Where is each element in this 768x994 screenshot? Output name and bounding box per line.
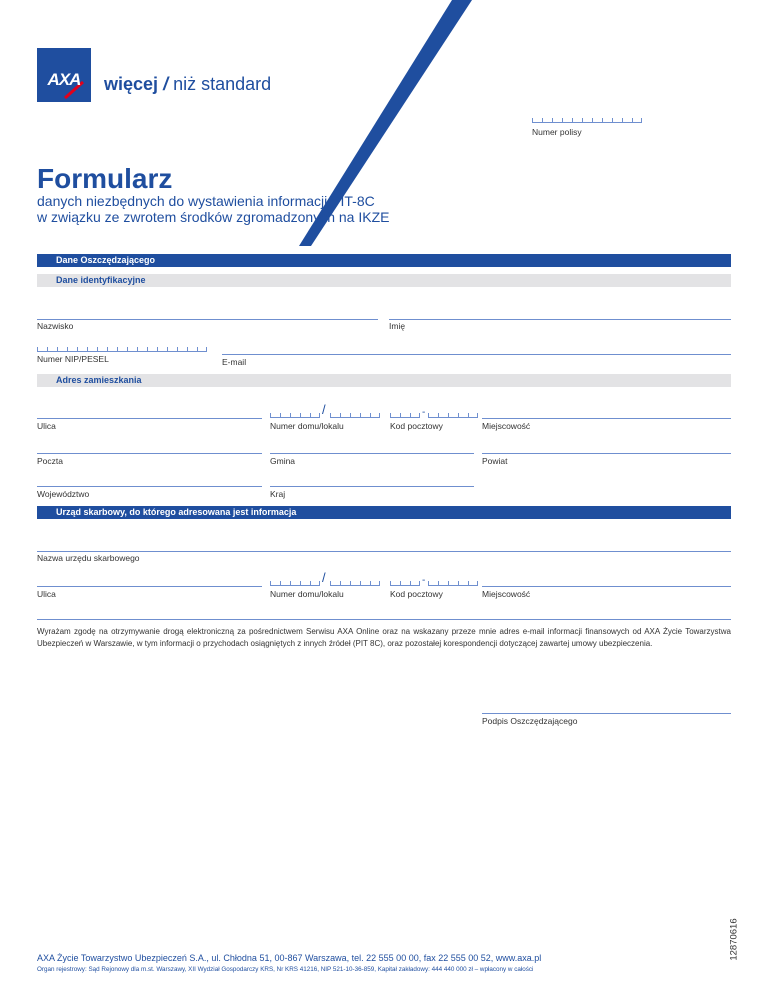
tax-office-name-label: Nazwa urzędu skarbowego [37,553,140,563]
logo-text: AXA [47,70,81,89]
tax-office-postal-code-dash: - [422,575,426,586]
tax-office-house-number-separator: / [322,570,326,585]
postal-code-part1-combs[interactable] [390,413,420,419]
footer-company: AXA Życie Towarzystwo Ubezpieczeń S.A., ul. Chłodna 51, 00-867 Warszawa, tel. 22 555 00 00, fax 22 555 00 52, www.axa.pl [37,953,542,963]
email-field[interactable] [222,354,731,355]
street-field[interactable] [37,418,262,419]
subtitle-line2: w związku ze zwrotem środków zgromadzonych na IKZE [37,209,390,225]
tax-office-city-label: Miejscowość [482,589,531,599]
tax-office-house-number-combs[interactable] [270,581,320,587]
axa-logo [37,48,91,102]
first-name-label: Imię [389,321,406,331]
tagline-regular: niż standard [173,74,272,94]
apartment-number-combs[interactable] [330,413,380,419]
tax-office-street-field[interactable] [37,586,262,587]
tagline-bold: więcej [104,74,159,94]
tax-office-city-field[interactable] [482,586,731,587]
surname-label: Nazwisko [37,321,74,331]
house-number-separator: / [322,402,326,417]
tax-office-street-label: Ulica [37,589,56,599]
district-field[interactable] [482,453,731,454]
city-label: Miejscowość [482,421,531,431]
voivodeship-label: Województwo [37,489,90,499]
country-label: Kraj [270,489,286,499]
tagline-slash: / [163,74,169,94]
footer-registry: Organ rejestrowy: Sąd Rejonowy dla m.st. Warszawy, XII Wydział Gospodarczy KRS, Nr KRS 41216, NIP 521-10-36-859, Kapitał zakładowy: 444 440 000 zł – wpłacony w całości [37,966,534,973]
commune-field[interactable] [270,453,474,454]
address-subheader: Adres zamieszkania [37,374,731,387]
first-name-field[interactable] [389,319,731,320]
tax-office-postal-code-part2-combs[interactable] [428,581,478,587]
email-label: E-mail [222,357,247,367]
street-label: Ulica [37,421,56,431]
country-field[interactable] [270,486,474,487]
voivodeship-field[interactable] [37,486,262,487]
subtitle-line1: danych niezbędnych do wystawienia informacji PIT-8C [37,193,375,209]
tax-office-house-number-label: Numer domu/lokalu [270,589,344,599]
tax-office-apartment-number-combs[interactable] [330,581,380,587]
section-saver-header: Dane Oszczędzającego [37,254,731,267]
tax-office-postal-code-part1-combs[interactable] [390,581,420,587]
commune-label: Gmina [270,456,296,466]
nip-pesel-combs[interactable] [37,347,207,353]
district-label: Powiat [482,456,508,466]
city-field[interactable] [482,418,731,419]
tax-office-header: Urząd skarbowy, do którego adresowana jest informacja [37,506,731,519]
tagline [104,74,271,95]
policy-number-label: Numer polisy [532,127,582,137]
surname-field[interactable] [37,319,378,320]
tax-office-name-field[interactable] [37,551,731,552]
post-office-field[interactable] [37,453,262,454]
postal-code-part2-combs[interactable] [428,413,478,419]
nip-pesel-label: Numer NIP/PESEL [37,354,109,364]
house-number-combs[interactable] [270,413,320,419]
page-title: Formularz [37,163,173,194]
postal-code-dash: - [422,407,426,418]
consent-divider [37,619,731,620]
house-number-label: Numer domu/lokalu [270,421,344,431]
policy-number-combs[interactable] [532,118,642,124]
form-code: 12870616 [728,918,740,961]
postal-code-label: Kod pocztowy [390,421,443,431]
post-office-label: Poczta [37,456,63,466]
signature-field[interactable] [482,713,731,714]
identification-subheader: Dane identyfikacyjne [37,274,731,287]
signature-label: Podpis Oszczędzającego [482,716,578,726]
tax-office-postal-code-label: Kod pocztowy [390,589,443,599]
consent-text: Wyrażam zgodę na otrzymywanie drogą elektroniczną za pośrednictwem Serwisu AXA Online oraz na wskazany przeze mnie adres e-mail informacji finansowych od AXA Życie Towarzystwa Ubezpieczeń w Warszawie, w tym informacji o przychodach osiągniętych z innych źródeł (PIT 8C), oraz pozostałej korespondencji dotyczącej zawartej umowy ubezpieczenia. [37,627,731,648]
